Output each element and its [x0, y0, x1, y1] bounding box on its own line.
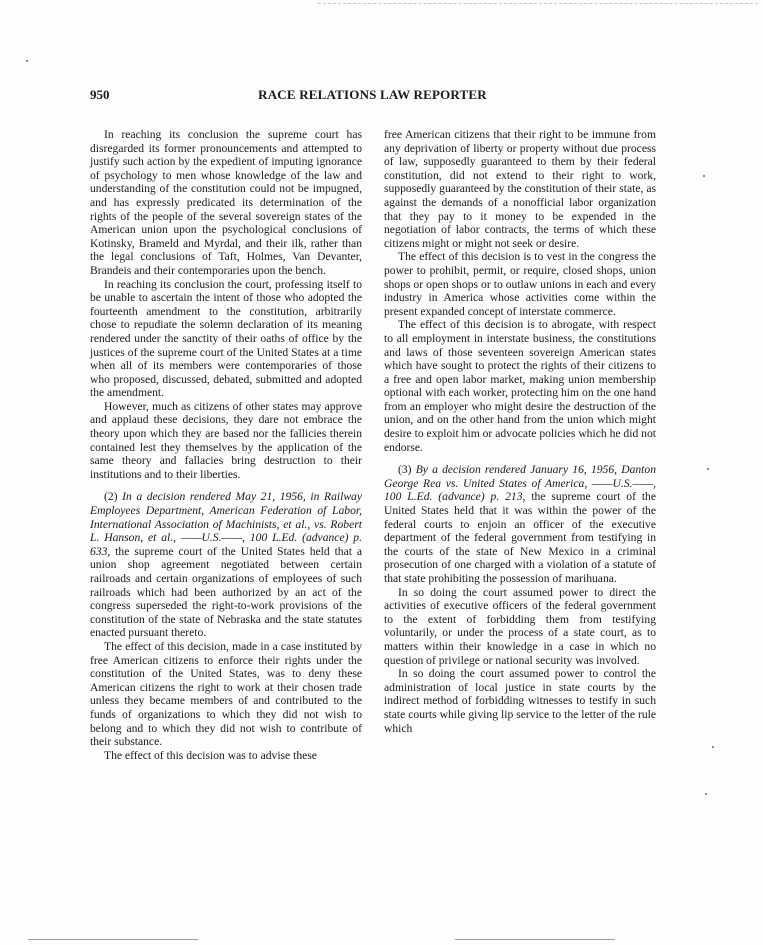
paragraph: The effect of this decision was to advise these — [104, 748, 317, 762]
scan-edge-dashes — [318, 3, 758, 4]
paragraph: The effect of this decision is to abrogate, with respect to all employment in interstate business, the constitutions and laws of those seventeen sovereign American states which have sought to protect the rights of their citizens to a free and open labor market, making union membership optional with each worker, protecting him on the one hand from an employer who might desire the destruction of the union, and on the other hand from the union which might desire to exploit him or advocate policies which he did not endorse. — [384, 318, 656, 454]
paragraph-continued: free American citizens that their right to be immune from any deprivation of liberty or property without due process of law, supposedly guaranteed to them by their federal constitution, did not extend to their right to work, supposedly guaranteed by the constitution of their state, as against the demands of a nonofficial labor organization that they pay to it money to be expended in the negotiation of labor contracts, the terms of which these citizens might or might not seek or desire. — [384, 128, 656, 250]
paragraph: In so doing the court assumed power to direct the activities of executive officers of the federal government to the extent of forbidding them from testifying voluntarily, or under the process of a state court, as to matters within their knowledge in a case in which no question of privilege or national security was involved. — [384, 585, 656, 667]
scan-speck — [707, 468, 709, 470]
paragraph: In reaching its conclusion the court, professing itself to be unable to ascertain the intent of those who adopted the fourteenth amendment to the constitution, arbitrarily chose to repudiate the solemn declaration of its meaning rendered under the sanctity of their oaths of office by the justices of the supreme court of the United States at a time when all of its members were contemporaries of those who proposed, discussed, debated, submitted and adopted the amendment. — [90, 277, 362, 400]
scan-bottom-edge — [28, 939, 198, 940]
section-2-paragraph — [90, 490, 362, 640]
paragraph-text: the supreme court of the United States held that a union shop agreement negotiated between certain railroads and certain organizations of employees of such railroads which had been authorized by an act of the congress superseded the right-to-work provisions of the constitution of the state of Nebraska and the state statutes enacted pursuant thereto. — [90, 544, 362, 640]
left-column — [90, 128, 362, 762]
scan-speck — [26, 60, 28, 62]
page-header — [90, 87, 655, 105]
running-title: RACE RELATIONS LAW REPORTER — [258, 87, 487, 102]
paragraph-text: the supreme court of the United States held that it was within the power of the federal courts to enjoin an officer of the executive department of the federal government from testifying in the courts of the state of New Mexico in a criminal prosecution of one charged with a violation of a statute of that state prohibiting the possession of marihuana. — [384, 490, 656, 585]
scan-speck — [705, 793, 707, 795]
scan-speck — [712, 746, 714, 748]
paragraph: In so doing the court assumed power to control the administration of local justice in state courts by the indirect method of forbidding witnesses to testify in such state courts while giving lip service to the letter of the rule which — [384, 667, 656, 735]
scan-bottom-edge — [455, 939, 615, 940]
section-3-paragraph — [384, 463, 656, 585]
paragraph: The effect of this decision is to vest in the congress the power to prohibit, permit, or require, closed shops, union shops or open shops or to outlaw unions in each and every industry in America whose activities come within the present expanded concept of interstate commerce. — [384, 250, 656, 318]
section-number: (2) — [104, 490, 118, 504]
scan-speck — [703, 175, 705, 177]
paragraph: The effect of this decision, made in a case instituted by free American citizens to enforce their rights under the constitution of the United States, was to deny these American citizens the right to work at their chosen trade unless they became members of and contributed to the funds of organizations to which they did not wish to belong and to which they did not wish to contribute of their substance. — [90, 639, 362, 749]
paragraph: In reaching its conclusion the supreme court has disregarded its former pronouncements and attempted to justify such action by the expedient of imputing ignorance of psychology to men whose knowledge of the law and understanding of the constitution could not be impugned, and has expressly predicated its determination of the rights of the people of the several sovereign states of the American union upon the psychological conclusions of Kotinsky, Brameld and Myrdal, and their ilk, rather than the legal conclusions of Taft, Holmes, Van Devanter, Brandeis and their contemporaries upon the bench. — [90, 128, 362, 277]
right-column — [384, 128, 656, 735]
paragraph: However, much as citizens of other states may approve and applaud these decisions, they dare not embrace the theory upon which they are based nor the fallicies therein contained lest they themselves by the application of the same theory and fallacies bring destruction to their institutions and to their liberties. — [90, 399, 362, 481]
case-citation: By a decision rendered January 16, 1956, Danton George Rea vs. United States of America, ——U.S.——, 100 L.Ed. (advance) p. 213, — [384, 463, 656, 504]
page-number: 950 — [90, 87, 110, 102]
section-number: (3) — [398, 463, 412, 477]
case-citation: In a decision rendered May 21, 1956, in Railway Employees Department, American Federation of Labor, International Association of Machinists, et al., vs. Robert L. Hanson, et al., ——U.S.——, 100 L.Ed. (advance) p. 633, — [90, 490, 362, 558]
